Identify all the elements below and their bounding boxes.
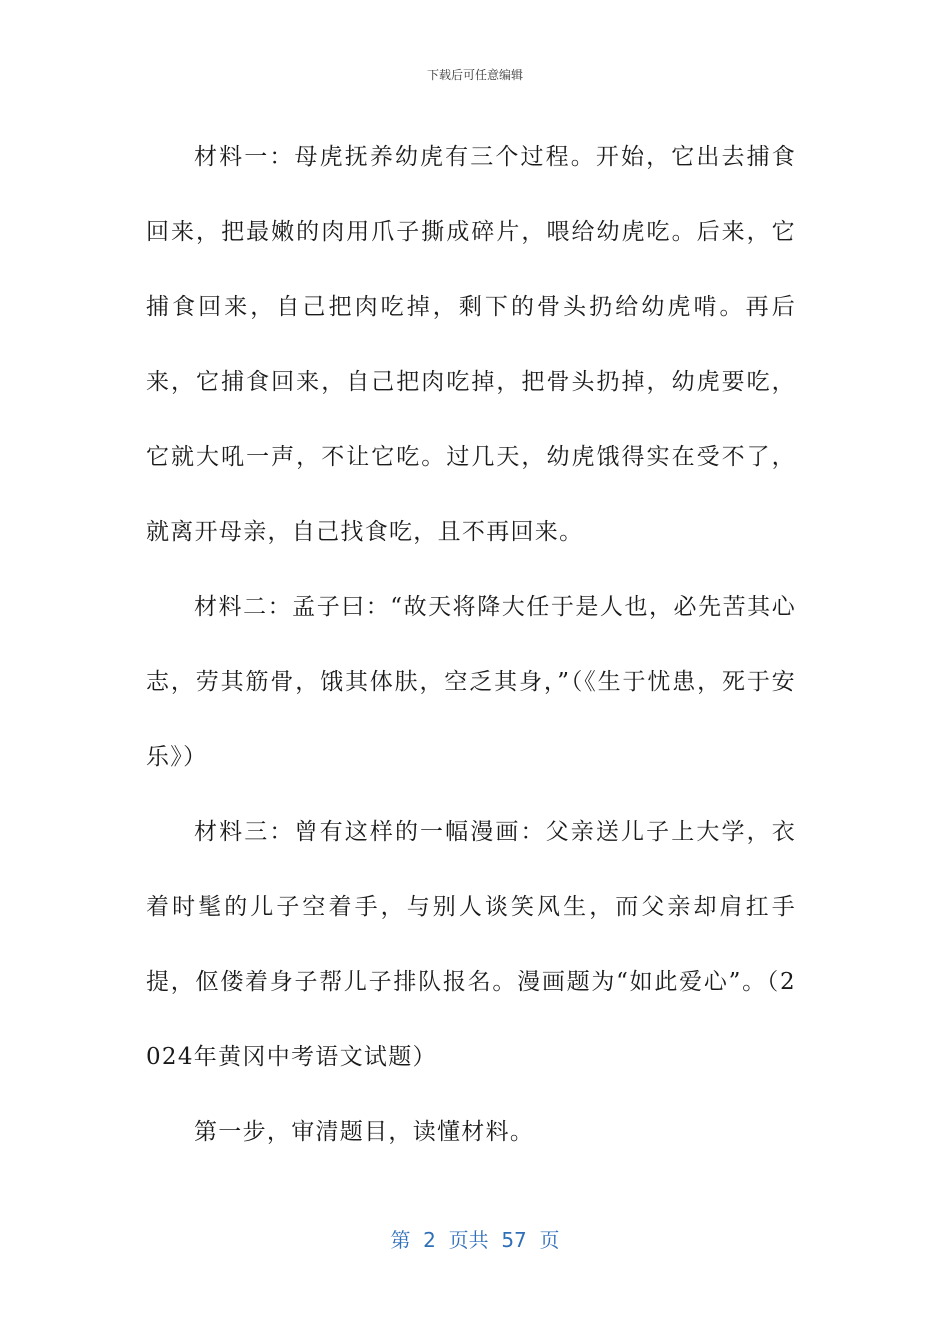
page-number-footer: 第 2 页共 57 页 — [390, 1228, 560, 1252]
paragraph-material-one: 材料一：母虎抚养幼虎有三个过程。开始，它出去捕食回来，把最嫩的肉用爪子撕成碎片，喂给幼虎吃。后来，它捕食回来，自己把肉吃掉，剩下的骨头扔给幼虎啃。再后来，它捕食回来，自己把肉吃掉，把骨头扔掉，幼虎要吃，它就大吼一声，不让它吃。过几天，幼虎饿得实在受不了，就离开母亲，自己找食吃，且不再回来。 — [146, 144, 796, 545]
paragraph-material-two: 材料二：孟子曰：“故天将降大任于是人也，必先苦其心志，劳其筋骨，饿其体肤，空乏其身，”（《生于忧患，死于安乐》） — [146, 594, 796, 770]
paragraph-step-one: 第一步，审清题目，读懂材料。 — [194, 1119, 535, 1145]
document-body — [146, 120, 796, 1170]
paragraph-material-three: 材料三：曾有这样的一幅漫画：父亲送儿子上大学，衣着时髦的儿子空着手，与别人谈笑风生，而父亲却肩扛手提，伛偻着身子帮儿子排队报名。漫画题为“如此爱心”。（2024年黄冈中考语文试题） — [146, 819, 796, 1070]
page-header-note: 下载后可任意编辑 — [426, 68, 523, 82]
